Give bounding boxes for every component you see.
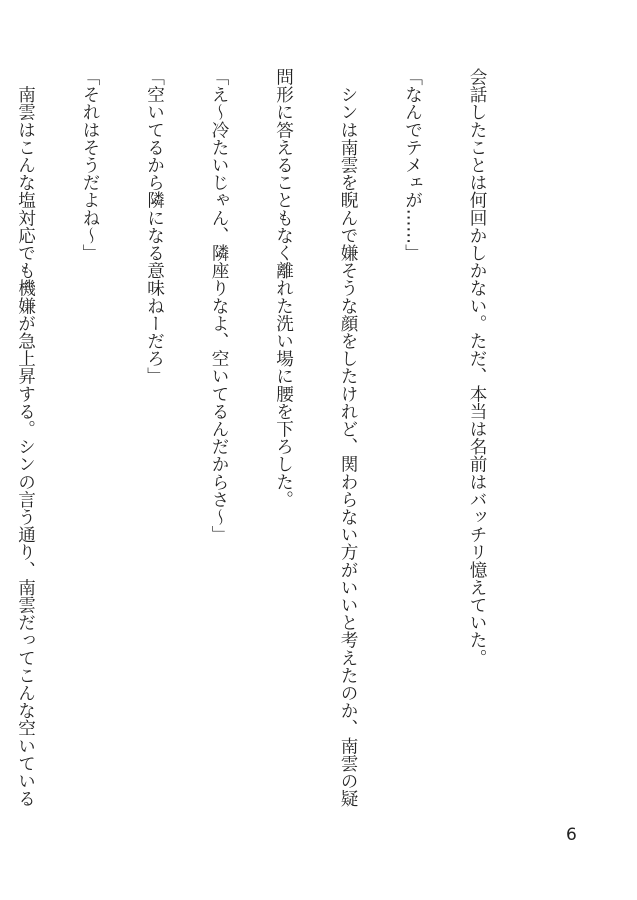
text-line: 「え〜冷たいじゃん、隣座りなよ、空いてるんだからさ〜」 bbox=[209, 68, 229, 544]
text-line: 「空いてるから隣になる意味ねーだろ」 bbox=[144, 68, 165, 385]
text-line: 「なんでテメェが……」 bbox=[402, 68, 423, 262]
body-text bbox=[0, 68, 530, 808]
text-line: 南雲はこんな塩対応でも機嫌が急上昇する。シンの言う通り、南雲だってこんな空いている bbox=[15, 68, 36, 808]
text-line: 問形に答えることもなく離れた洗い場に腰を下ろした。 bbox=[273, 68, 294, 508]
page-number: 6 bbox=[566, 825, 577, 845]
text-line: シンは南雲を睨んで嫌そうな顔をしたけれど、関わらない方がいいと考えたのか、南雲の疑 bbox=[338, 68, 358, 808]
text-line: 会話したことは何回かしかない。ただ、本当は名前はバッチリ憶えていた。 bbox=[467, 68, 487, 667]
text-line: 「それはそうだよね〜」 bbox=[80, 68, 100, 262]
